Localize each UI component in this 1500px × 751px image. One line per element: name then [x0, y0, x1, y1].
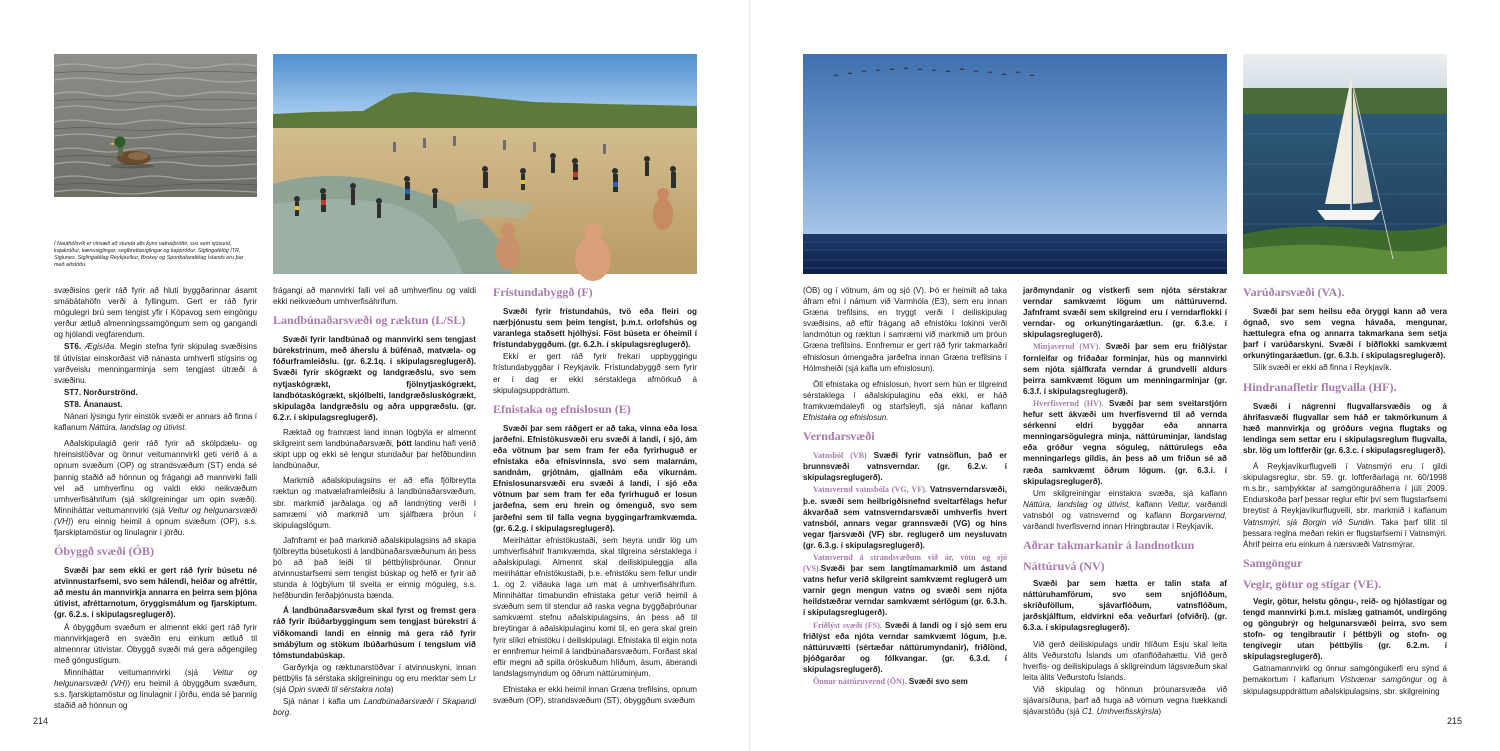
section-heading: Frístundabyggð (F) — [493, 285, 593, 299]
paragraph: Jafnframt er það markmið aðalskipulagsins að skapa fjölbreytta búsetukosti á landbúnaðarsvæðunum án þess þó að það leiði til þéttbýlisþróunar. Önnur atvinnustarfsemi sem tengist búskap og hefð er fyrir að stunda á lögbýlum til sveita er einnig möguleg, s.s. hefðbundin ferðaþjónusta bænda. — [273, 535, 476, 601]
paragraph: Svæði í nágrenni flugvallarsvæðis og á áhrifasvæði flugvallar sem háð er takmörkunum á hæð mannvirkja og gróðurs vegna flugtaks og lendinga sem settar eru í skipulagsreglum flugvalla, sbr. lög um loftferðir (gr. 6.3.c. í skipulagsreglugerð). — [1243, 401, 1447, 455]
duck-image — [54, 54, 257, 197]
paragraph: Önnur náttúruvernd (ÖN). Svæði svo sem — [813, 677, 968, 686]
sea-image — [803, 54, 1227, 274]
paragraph: Öll efnistaka og efnislosun, hvort sem hún er tilgreind sérstaklega í aðalskipulaginu eða ekki, er háð framkvæmdaleyfi og starfsleyfi, sjá nánar kaflann Efnistaka og efnislosun. — [803, 379, 1007, 423]
paragraph: Slík svæði er ekki að finna í Reykjavík. — [1253, 363, 1392, 373]
paragraph: jarðmyndanir og vistkerfi sem njóta sérstakrar verndar samkvæmt lögum um náttúruvernd. Jafnframt svæði sem skilgreind eru í verndarflokki í verndar- og orkunýtingaráætlun. (gr. 6.3.e. í skipulagsreglugerð). — [1023, 286, 1227, 340]
section-heading: Aðrar takmarkanir á landnotkun — [1023, 538, 1195, 553]
section-heading: Landbúnaðarsvæði og ræktun (L/SL) — [273, 313, 466, 328]
right-column-1 — [803, 285, 1007, 705]
paragraph: Friðlýst svæði (FS). Svæði á landi og í sjó sem eru friðlýst eða njóta verndar samkvæmt lögum, þ.e. náttúruvætti (sértæðar náttúrumyndanir), friðlönd, þjóðgarðar og fólkvangar. (gr. 6.3.d. í skipulagsreglugerð). — [803, 620, 1008, 674]
section-heading: Hindranafletir flugvalla (HF). — [1243, 379, 1397, 394]
paragraph: Gatnamannvirki og önnur samgöngukerfi eru sýnd á þemakortum í kaflanum Vistvænar samgöngur og á skipulagsuppdráttum aðalskipulagsins, sbr. skilgreining — [1243, 664, 1447, 696]
paragraph: Svæði þar sem hætta er talin stafa af náttúruhamförum, svo sem snjóflóðum, skriðuföllum, sjávarflóðum, vatnsflóðum, jarðskjálftum, eldvirkni eða veðurfari (ofviðri). (gr. 6.3.a. í skipulagsreglugerð). — [1023, 579, 1227, 633]
paragraph: Garðyrkja og ræktunarstöðvar í atvinnuskyni, innan þéttbýlis fá sérstaka skilgreiningu og eru merktar sem Lr (sjá Opin svæði til sérstakra nota) — [273, 662, 476, 694]
section-heading: Óbyggð svæði (ÓB) — [54, 544, 155, 559]
paragraph: Minniháttar veitumannvirki (sjá Veitur og helgunarsvæði (VH)) eru heimil á óbyggðum svæðum, s.s. fjarskiptamöstur og línulagnir í jörðu, enda sé þannig staðið að hönnun og — [54, 667, 257, 711]
right-column-3 — [1243, 285, 1447, 705]
paragraph: Við skipulag og hönnun þróunarsvæða við sjávarsíðuna, þarf að huga að vörnum vegna hækkandi sjávarstöðu (sjá C1. Umhverfisskýrsla) — [1023, 684, 1227, 717]
beach-image — [273, 54, 697, 274]
section-heading: Efnistaka og efnislosun (E) — [493, 401, 631, 416]
sea-photo — [803, 54, 1227, 274]
beach-photo — [273, 54, 697, 274]
paragraph: Svæði fyrir landbúnað og mannvirki sem tengjast búrekstrinum, með áherslu á búfénað, matvæla- og fóðurframleiðslu. (gr. 6.2.1q. í skipulagsreglugerð). Svæði fyrir skógrækt og landgræðslu, svo sem nytjaskógrækt, fjölnytjaskógrækt, landbótaskógrækt, skjólbelti, landgræðsluskógrækt, skipulagða landgræðslu og aðra uppgræðslu. (gr. 6.2.r. í skipulagsreglugerð). — [273, 335, 476, 422]
paragraph: Um skilgreiningar einstakra svæða, sjá kaflann Náttúra, landslag og útivist, kaflann Veitur, varðandi vatnsból og vatnsvernd og kaflann Borgarvernd, varðandi hverfisvernd innan Hringbrautar í Reykjavík. — [1023, 488, 1227, 531]
left-column-2 — [273, 285, 476, 718]
paragraph: ST8. Ánanaust. — [64, 399, 123, 409]
section-heading: Samgöngur — [1243, 555, 1303, 570]
page-number: 215 — [1447, 716, 1463, 726]
paragraph: svæðisins gerir ráð fyrir að hluti byggðarinnar ásamt smábátahöfn verði á fyllingum. Gert er ráð fyrir mögulegri brú sem tengist yfir í Kópavog sem eingöngu verður ætluð almenningssamgöngum sem og gangandi og hjólandi vegfarendum. — [54, 286, 257, 340]
duck-photo — [54, 54, 257, 197]
paragraph: Markmið aðalskipulagsins er að efla fjölbreytta ræktun og matvælaframleiðslu á landbúnaðarsvæðum, sbr. markmið jarðalaga og að landnýting verði í samræmi við markmið um sjálfbæra þróun í skipulagslögum. — [273, 476, 476, 530]
paragraph: (ÓB) og í vötnum, ám og sjó (V). Þó er heimilt að taka áfram efni í námum við Varmhóla (E3), sem eru innan Græna trefilsins, en tryggt verði í deiliskipulag svæðisins, að eftir frágang að efnistöku lokinni verði landmótun og ræktun í samræmi við markmið um þróun Græna trefilsins. Ennfremur er gert ráð fyrir takmarkaðri efnislosun ómengaðra jarðefna innan Græna trefilsins í Hólmsheiði (sjá kafla um efnislosun). — [803, 286, 1007, 373]
page-number: 214 — [33, 716, 49, 726]
sailboat-image — [1243, 54, 1447, 274]
paragraph: ST6. Ægisíða. Megin stefna fyrir skipulag svæðisins til útivistar einskorðast við nánasta umhverfi stígsins og varðveislu menningarminja sem tengjast útræði á svæðinu. — [54, 342, 258, 385]
photo-caption: Í Nauthólsvík er vinsælt að stunda alls kyns vatnaíþróttir, svo sem sjósund, kajakróður, kænusiglingar, seglbrettasiglingar og kappróður. Siglingafélög ÍTR, Siglunes, Siglingafélag Reykjavíkur, Brokey og Sportkafarafélag Íslands eru þar með aðstöðu. — [54, 241, 244, 268]
paragraph: Ekki er gert ráð fyrir frekari uppbyggingu frístundabyggðar í Reykjavík. Frístundabyggð sem fyrir er í dag er ekki sérstaklega afmörkuð á skipulagsuppdráttum. — [493, 352, 697, 395]
paragraph: Svæði þar sem ráðgert er að taka, vinna eða losa jarðefni. Efnistökusvæði eru svæði á landi, í sjó, ám eða vötnum þar sem fram fer eða fyrirhuguð er efnistaka eða efnisvinnsla, svo sem malarnám, sandnám, grjótnám, gjallnám eða vikurnám. Efnislosunarsvæði eru svæði á landi, í sjó eða vötnum þar sem fram fer eða fyrirhuguð er losun jarðefna, sem eru hrein og ómenguð, svo sem jarðefni sem til falla vegna byggingarframkvæmda. (gr. 6.2.g. í skipulagsreglugerð). — [493, 423, 697, 533]
paragraph: Á Reykjavíkurflugvelli í Vatnsmýri eru í gildi skipulagsreglur, sbr. 59. gr. loftferðarlaga nr. 60/1998 m.s.br., samþykktar af samgönguráðherra í júlí 2009. Endurskoða þarf þessar reglur eftir því sem flugstarfsemi breytist á Reykjavíkurflugvelli, sbr. markmið í kaflanum Vatnsmýri, sjá Borgin við Sundin. Taka þarf tillit til þessara reglna meðan rekin er flugstarfsemi í Vatnsmýri. Áhrif þeirra eru einkum á nærsvæði Vatnsmýrar. — [1243, 462, 1447, 549]
left-column-1 — [54, 285, 258, 711]
paragraph: Vatnsból (VB) Svæði fyrir vatnsöflun, það er brunnsvæði vatnsverndar. (gr. 6.2.v. í skipulagsreglugerð). — [803, 451, 1007, 483]
left-column-3 — [493, 285, 697, 705]
section-heading: Verndarsvæði — [803, 429, 875, 444]
paragraph: ST7. Norðurströnd. — [64, 387, 138, 397]
paragraph: Ræktað og framræst land innan lögbýla er almennt skilgreint sem landbúnaðarsvæði, þótt landinu hafi verið skipt upp og ekki sé lengur stundaður þar hefðbundinn landbúnaður. — [273, 427, 476, 471]
paragraph: Vegir, götur, helstu göngu-, reið- og hjólastígar og tengd mannvirki þ.m.t. mislæg gatnamót, undirgöng og göngubrýr og helgunarsvæði þeirra, svo sem stofn- og tengibrautir í þéttbýli og stofn- og tengivegir utan þéttbýlis (gr. 6.2.m. í skipulagsreglugerð). — [1243, 596, 1447, 662]
sailboat-photo — [1243, 54, 1447, 274]
paragraph: Minjavernd (MV). Svæði þar sem eru friðlýstar fornleifar og friðaðar forminjar, hús og mannvirki sem njóta sjálfkrafa verndar á grundvelli aldurs þeirra samkvæmt lögum um menningarminjar (gr. 6.3.f. í skipulagsreglugerð). — [1023, 342, 1227, 396]
right-column-2 — [1023, 285, 1227, 717]
right-page — [750, 0, 1500, 751]
paragraph: Hverfisvernd (HV). Svæði þar sem sveitarstjórn hefur sett ákvæði um hverfisvernd til að vernda sérkenni eldri byggðar eða annarra menningarsögulegra minja, náttúruminjar, landslag eða gróður vegna söguleg, náttúrulegs eða menningarlegs gildis, án þess að um friðun sé að ræða samkvæmt öðrum lögum. (gr. 6.3.i. í skipulagsreglugerð). — [1023, 398, 1227, 486]
paragraph: Nánari lýsingu fyrir einstök svæði er annars að finna í kaflanum Náttúra, landslag og útivist. — [54, 412, 257, 433]
paragraph: Svæði fyrir frístundahús, tvö eða fleiri og nærþjónustu sem þeim tengist, þ.m.t. orlofshús og varanlega staðsett hjólhýsi. Föst búseta er óheimil í frístundabyggðum. (gr. 6.2.h. í skipulagsreglugerð). — [493, 307, 697, 350]
paragraph: Á óbyggðum svæðum er almennt ekki gert ráð fyrir mannvirkjagerð en svæðin eru einkum ætluð til almennrar útivistar. Óbyggð svæði má gera aðgengileg með göngustígum. — [54, 622, 257, 665]
paragraph: Aðalskipulagið gerir ráð fyrir að skólpdælu- og hreinsistöðvar og önnur veitumannvirki geti verið á a opnum svæðum (OP) og strandsvæðum (ST) enda sé þannig staðið að hönnun og frágangi að mannvirki falli vel að umhverfinu og valdi ekki neikvæðum umhverfisáhrifum (sjá skilgreiningar um opin svæði). Minniháttar veitumannvirki (sjá Veitur og helgunarsvæði (VH)) eru einnig heimil á opnum svæðum (OP), s.s. fjarskiptamöstur og línulagnir í jörðu. — [54, 439, 258, 537]
paragraph: Efnistaka er ekki heimil innan Græna trefilsins, opnum svæðum (OP), strandsvæðum (ST), óbyggðum svæðum — [493, 684, 697, 705]
paragraph: Svæði þar sem ekki er gert ráð fyrir búsetu né atvinnustarfsemi, svo sem hálendi, heiðar og afréttir, að mestu án mannvirkja annarra en þeirra sem þjóna útivist, afréttarnotum, öryggismálum og fjarskiptum. (gr. 6.2.s. í skipulagsreglugerð). — [54, 566, 257, 620]
paragraph: Vatnsvernd vatnsbóla (VG, VF). Vatnsverndarsvæði, þ.e. svæði sem heilbrigðisnefnd sveitarfélags hefur ákvarðað sem vatnsverndarsvæði umhverfis hvert vatnsból, annars vegar grannsvæði (VG) og hins vegar fjarsvæði (VF) sbr. reglugerð um neysluvatn (gr. 6.3.g. í skipulagsreglugerð). — [803, 485, 1007, 550]
paragraph: frágangi að mannvirki falli vel að umhverfinu og valdi ekki neikvæðum umhverfisáhrifum. — [273, 286, 476, 307]
paragraph: Svæði þar sem heilsu eða öryggi kann að vera ógnað, svo sem vegna hávaða, mengunar, hættulegra efna og annarra takmarkana sem setja þarf í varúðarskyni. Svæði í biðflokki samkvæmt orkunýtingaráætlun. (gr. 6.3.b. í skipulagsreglugerð). — [1243, 307, 1447, 361]
paragraph: Sjá nánar í kafla um Landbúnaðarsvæði í Skapandi borg. — [273, 697, 476, 718]
subsection-heading: Náttúruvá (NV) — [1023, 559, 1105, 574]
paragraph: Við gerð deiliskipulags undir hlíðum Esju skal leita álits Veðurstofu Íslands um ofanflóðahættu. Við gerð hverfis- og deiliskipulags á skilgreindum lágsvæðum skal leita álits Veðurstofu Íslands. — [1023, 639, 1227, 682]
subsection-heading: Vegir, götur og stígar (VE). — [1243, 576, 1381, 591]
paragraph: Meiriháttar efnistökustaði, sem heyra undir lög um umhverfisáhrif framkvæmda, skal tilgreina sérstaklega í aðalskipulagi. Almennt skal deiliskipuleggja alla meiriháttar efnistökustaði, þ.e. efnistöku sem fellur undir 1. og 2. viðauka laga um mat á umhverfisáhrifum. Minniháttar tímabundin efnistaka getur verið heimil á svæðum sem til stendur að raska vegna byggðaþróunar samkvæmt stefnu aðalskipulagsins, án þess að til breytingar á aðalskipulaginu komi til, en gera skal grein fyrir slíkri efnistöku í deiliskipulagi. Efnistaka til eigin nota er ennfremur heimil á landbúnaðarsvæðum. Forðast skal eftir megni að spilla óröskuðum hlíðum, ásum, áberandi landslagsmyndum og öðrum náttúruminjum. — [493, 535, 697, 678]
paragraph: Vatnsvernd á strandsvæðum við ár, vötn og sjó (VS).Svæði þar sem langtímamarkmið um ástand vatns hefur verið skilgreint samkvæmt reglugerð um varnir gegn mengun vatns og svæði sem njóta heildstæðrar verndar samkvæmt sérlögum (gr. 6.3.h. í skipulagsreglugerð). — [803, 552, 1007, 618]
section-heading: Varúðarsvæði (VA). — [1243, 285, 1345, 299]
paragraph: Á landbúnaðarsvæðum skal fyrst og fremst gera ráð fyrir íbúðarbyggingum sem tengjast búrekstri á viðkomandi landi en einnig má gera ráð fyrir smábýlum og stökum íbúðarhúsum í tengslum við tómstundabúskap. — [273, 606, 476, 660]
